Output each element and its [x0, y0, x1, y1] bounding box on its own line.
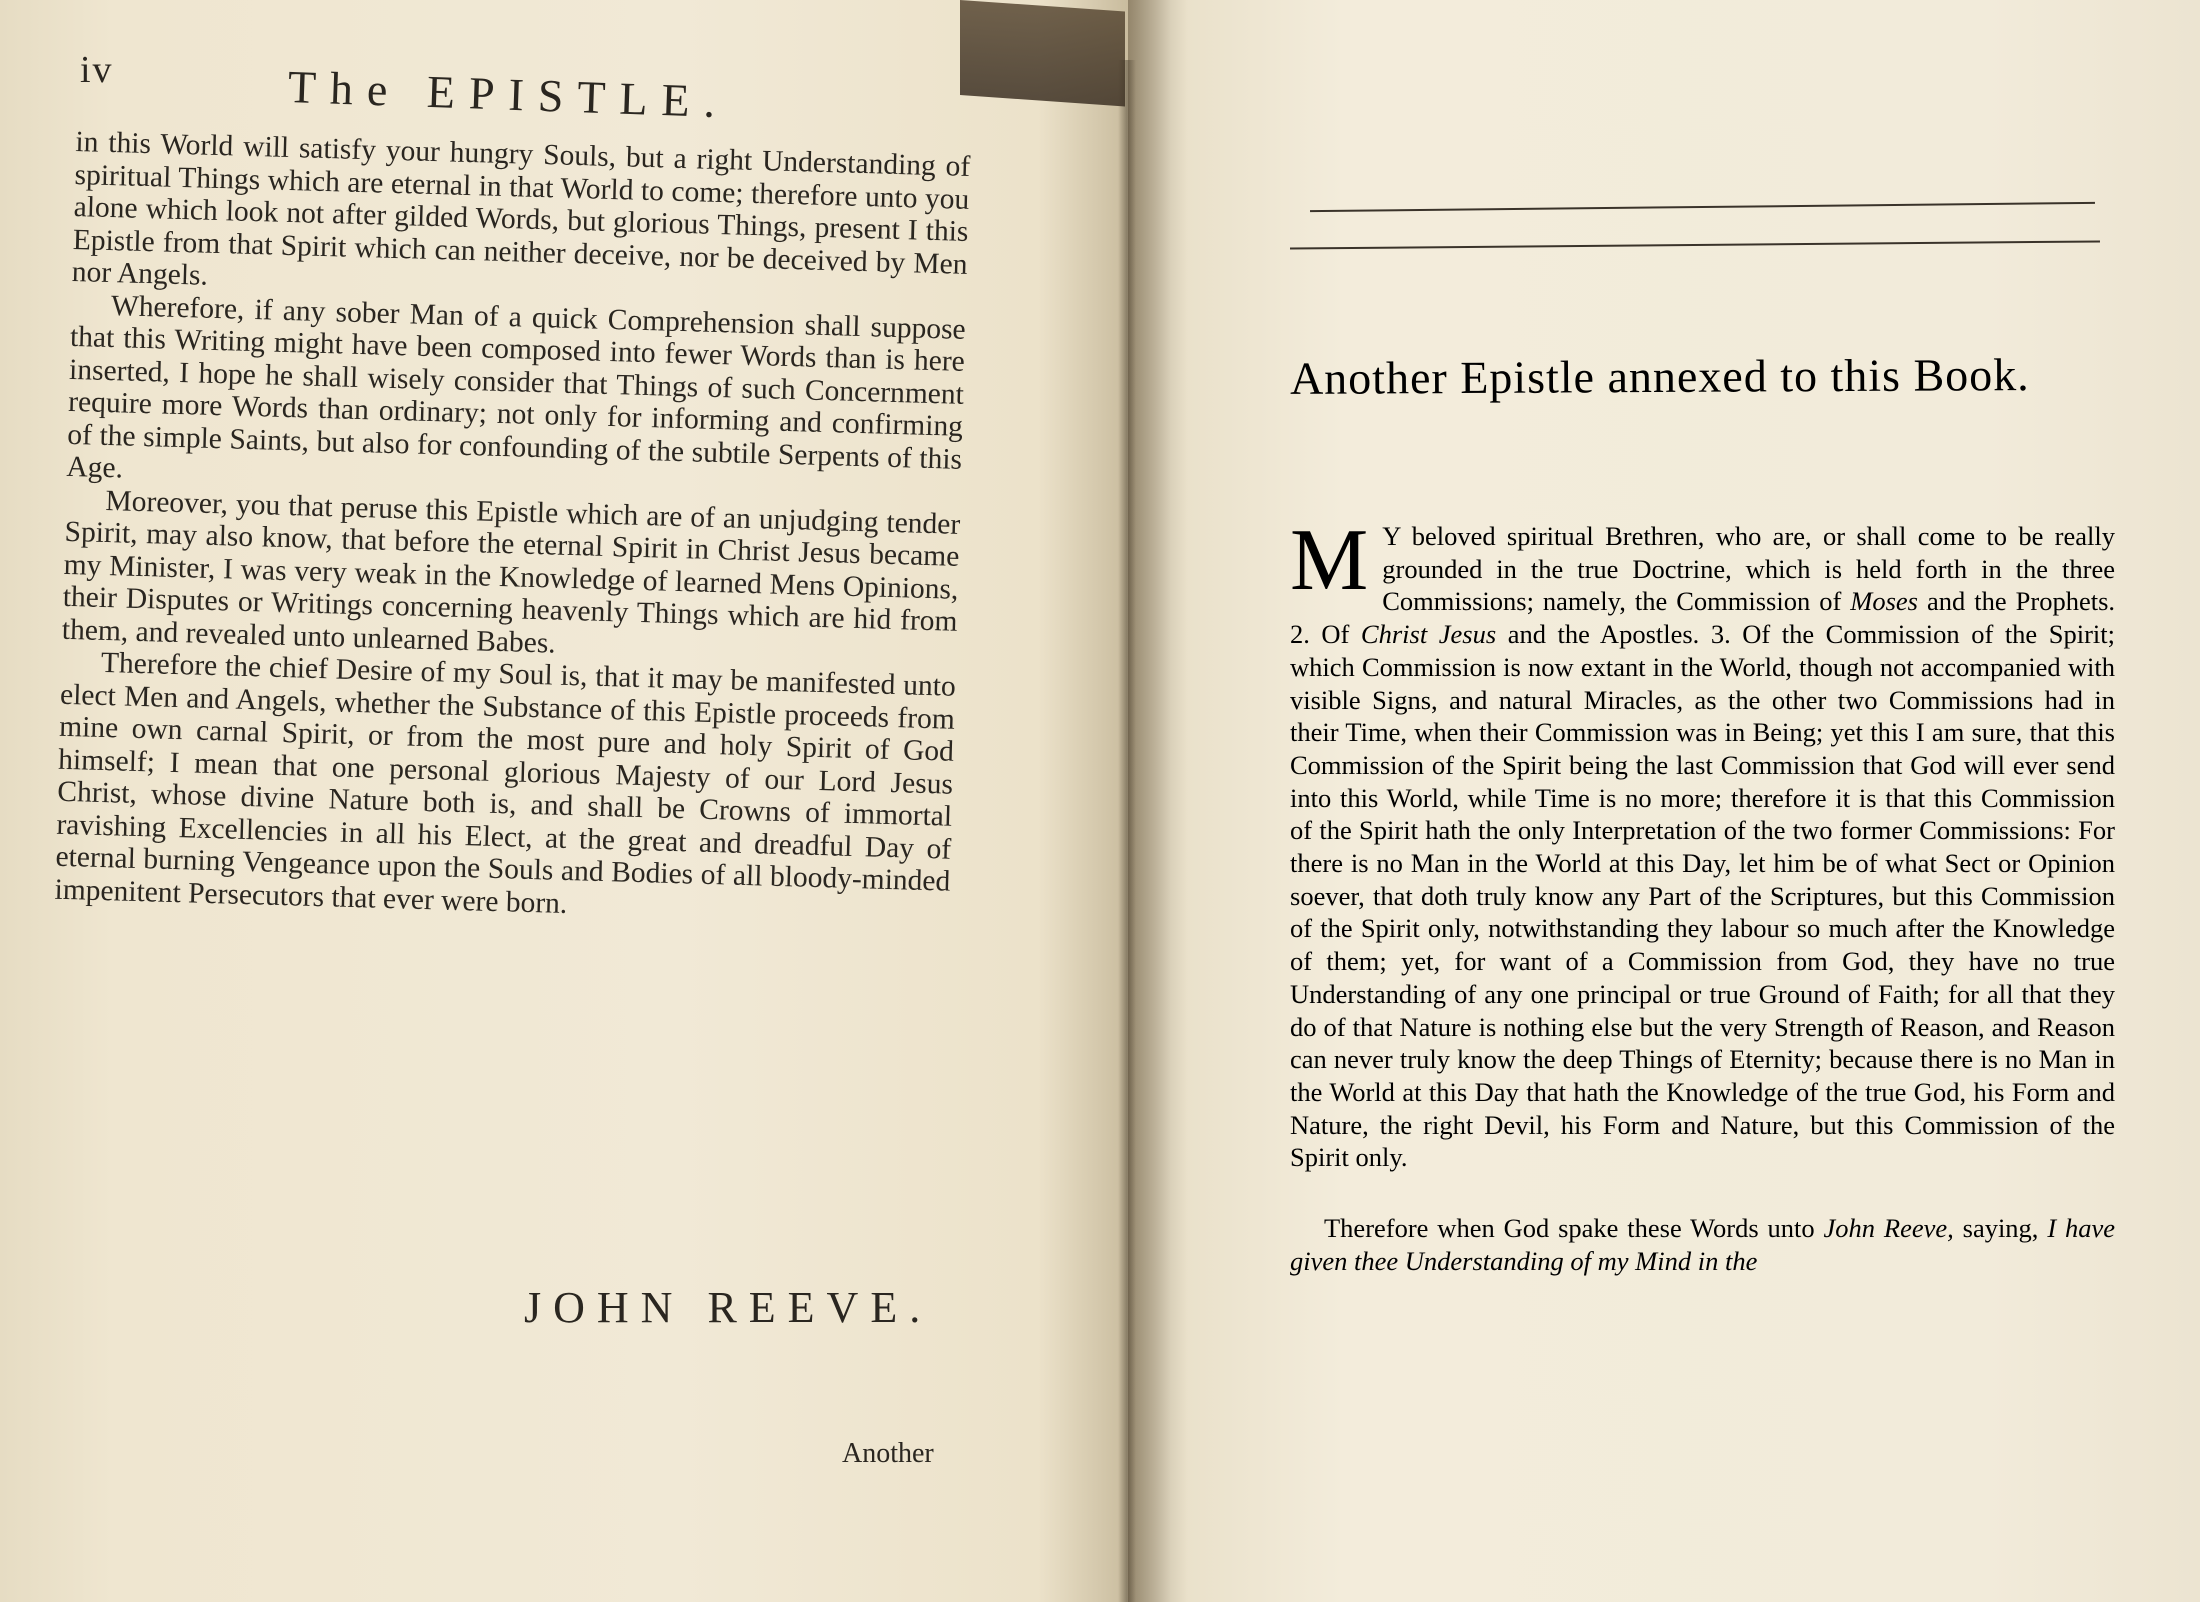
christ-jesus-italic: Christ Jesus	[1360, 619, 1497, 650]
paragraph1-mid: and the Prophets. 2. Of	[1290, 586, 2116, 650]
right-paragraph-1	[1290, 512, 2116, 1174]
left-paragraph-2: Wherefore, if any sober Man of a quick Comprehension shall suppose that this Writing might have been composed into fewer Words than is here inserted, I hope he shall wisely consider that Things of such Concernment require more Words than ordinary; not only for informing and confirming of the simple Saints, but also for confounding of the subtile Serpents of this Age.	[66, 289, 967, 485]
left-paragraph-4: Therefore the chief Desire of my Soul is, that it may be manifested unto elect Men and Angels, whether the Substance of this Epistle proceeds from mine own carnal Spirit, or from the most pure and holy Spirit of God himself; I mean that one personal glorious Majesty of our Lord Jesus Christ, whose divine Nature both is, and shall be Crowns of immortal ravishing Excellencies in all his Elect, at the great and dreadful Day of eternal burning Vengeance upon the Souls and Bodies of all bloody-minded impenitent Persecutors that ever were born.	[54, 646, 957, 920]
drop-cap: M	[1290, 512, 1369, 609]
paragraph1-rest: and the Apostles. 3. Of the Commission of the Spirit; which Commission is now extant in the World, though not accompanied with visible Signs, and natural Miracles, as the other two Commissions had in their Time, when their Commission was in Being; yet this I am sure, that this Commission of the Spirit being the last Commission that God will ever send into this World, while Time is no more; therefore it is that this Commission of the Spirit hath the only Interpretation of the two former Commissions: For there is no Man in the World at this Day, let him be of what Sect or Opinion soever, that doth truly know any Part of the Scriptures, but this Commission of the Spirit only, notwithstanding they labour so much after the Knowledge of them; yet, for want of a Commission from God, they have no true Understanding of any one principal or true Ground of Faith; for all that they do of that Nature is nothing else but the very Strength of Reason, and Reason can never truly know the deep Things of Eternity; because there is no Man in the World at this Day that hath the Knowledge of the true God, his Form and Nature, the right Devil, his Form and Nature, but this Commission of the Spirit only.	[1290, 619, 2115, 1173]
left-paragraph-1: in this World will satisfy your hungry Souls, but a right Understanding of spiritual Things which are eternal in that World to come; therefore unto you alone which look not after gilded Words, but glorious Things, present I this Epistle from that Spirit which can neither deceive, nor be deceived by Men nor Angels.	[71, 126, 971, 292]
left-body-text	[54, 126, 970, 931]
left-paragraph-3: Moreover, you that peruse this Epistle which are of an unjudging tender Spirit, may also know, that before the eternal Spirit in Christ Jesus became my Minister, I was very weak in the Knowledge of learned Mens Opinions, their Disputes or Writings concerning heavenly Things which are hid from them, and revealed unto unlearned Babes.	[61, 484, 961, 660]
signature: JOHN REEVE.	[524, 1283, 933, 1332]
epistle-title: Another Epistle annexed to this Book.	[1289, 349, 2030, 404]
john-reeve-italic: John Reeve,	[1823, 1213, 1954, 1244]
book-cover-edge	[960, 0, 1125, 107]
paragraph1-lead: Y beloved spiritual Brethren, who are, or shall come to be really grounded in the true Doctrine, which is held forth in the three Commissions; namely, the Commission of	[1382, 521, 2115, 617]
catchword: Another	[842, 1438, 934, 1469]
page-number: iv	[80, 49, 114, 91]
running-head: The EPISTLE.	[287, 61, 731, 128]
gutter	[1118, 60, 1136, 1602]
paragraph2-lead: Therefore when God spake these Words unto	[1324, 1213, 1815, 1244]
right-body-text	[1290, 512, 2116, 1277]
moses-italic: Moses	[1850, 586, 1918, 617]
paragraph2-quote: I have given thee Understanding of my Mind in the	[1290, 1213, 2116, 1276]
right-paragraph-2	[1290, 1212, 2115, 1277]
paragraph2-mid: saying,	[1962, 1213, 2039, 1244]
gutter-shadow	[1128, 0, 1188, 1602]
